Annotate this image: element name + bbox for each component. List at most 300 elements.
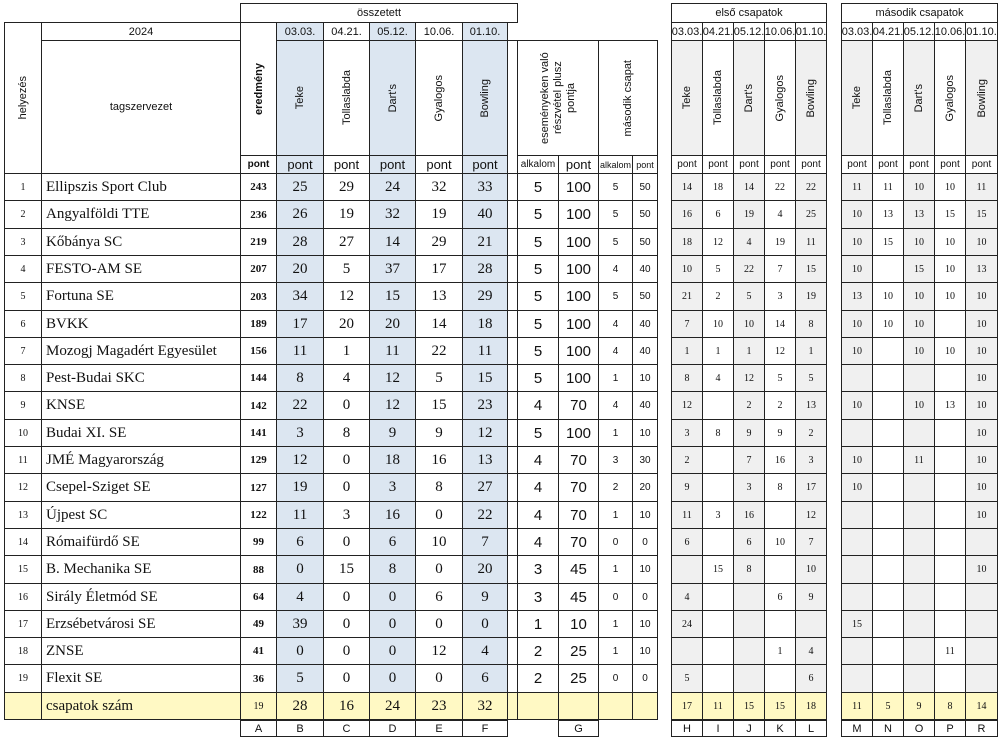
event-score-cell: 23 <box>462 391 508 420</box>
second-team-count-cell: 0 <box>598 583 633 611</box>
unit-label: pont <box>415 155 463 174</box>
participation-count-cell: 5 <box>517 310 559 338</box>
participation-count-cell: 1 <box>517 610 559 638</box>
second-team-score-cell: 13 <box>903 200 935 229</box>
event-score-cell: 19 <box>276 473 324 502</box>
event-score-cell: 13 <box>415 282 463 311</box>
first-event-name-header-cell <box>795 40 827 156</box>
event-score-cell: 8 <box>369 555 416 584</box>
first-team-score-cell: 4 <box>764 200 796 229</box>
total-cell: 141 <box>240 419 277 447</box>
first-event-name-header-cell <box>671 40 703 156</box>
participation-points-cell: 100 <box>558 282 599 311</box>
second-team-score-cell <box>903 364 935 392</box>
group-first-header: első csapatok <box>671 3 827 23</box>
first-team-score-cell: 2 <box>671 446 703 474</box>
second-team-score-cell <box>934 419 966 447</box>
second-team-score-cell <box>872 583 904 611</box>
second-team-count-cell: 5 <box>598 200 633 229</box>
event-score-cell: 5 <box>276 664 324 693</box>
second-event-name-header-cell <box>872 40 904 156</box>
total-cell: 207 <box>240 255 277 283</box>
total-cell: 236 <box>240 200 277 229</box>
first-team-score-cell: 12 <box>702 228 734 256</box>
first-event-name-header: Dart's <box>743 83 755 113</box>
column-letter: G <box>558 720 599 737</box>
second-team-score-cell: 10 <box>903 228 935 256</box>
first-team-score-cell: 7 <box>764 255 796 283</box>
org-name-cell: Budai XI. SE <box>41 419 241 447</box>
participation-count-cell: 5 <box>517 255 559 283</box>
event-name-header: Dart's <box>386 83 399 113</box>
second-team-score-cell <box>934 364 966 392</box>
summary-empty-cell <box>517 692 559 720</box>
org-name-cell: Csepel-Sziget SE <box>41 473 241 502</box>
total-cell: 49 <box>240 610 277 638</box>
rank-cell: 1 <box>4 173 42 201</box>
summary-second-cell: 11 <box>841 692 873 720</box>
first-team-score-cell: 14 <box>733 173 765 201</box>
event-score-cell: 14 <box>369 228 416 256</box>
total-cell: 189 <box>240 310 277 338</box>
first-team-score-cell: 6 <box>764 583 796 611</box>
second-event-date-header: 10.06. <box>934 22 966 41</box>
participation-points-cell: 100 <box>558 337 599 365</box>
first-team-score-cell <box>702 664 734 693</box>
second-team-points-cell: 0 <box>632 664 658 693</box>
second-team-count-cell: 1 <box>598 419 633 447</box>
first-team-score-cell <box>702 391 734 420</box>
second-team-score-cell: 11 <box>934 637 966 665</box>
second-team-score-cell: 10 <box>965 501 998 529</box>
second-team-count-cell: 4 <box>598 391 633 420</box>
column-letter: N <box>872 720 904 737</box>
first-team-score-cell: 12 <box>795 501 827 529</box>
first-team-score-cell: 10 <box>671 255 703 283</box>
second-team-score-cell: 10 <box>903 173 935 201</box>
event-score-cell: 40 <box>462 200 508 229</box>
participation-count-cell: 4 <box>517 473 559 502</box>
event-score-cell: 0 <box>276 637 324 665</box>
event-score-cell: 12 <box>276 446 324 474</box>
event-score-cell: 14 <box>415 310 463 338</box>
unit-label: pont <box>240 155 277 174</box>
org-name-cell: FESTO-AM SE <box>41 255 241 283</box>
second-team-score-cell: 10 <box>965 282 998 311</box>
participation-count-cell: 5 <box>517 364 559 392</box>
column-letter: O <box>903 720 935 737</box>
first-team-score-cell: 24 <box>671 610 703 638</box>
event-score-cell: 29 <box>462 282 508 311</box>
event-name-header: Teke <box>294 86 306 110</box>
summary-second-cell: 9 <box>903 692 935 720</box>
participation-points-cell: 70 <box>558 501 599 529</box>
participation-points-cell: 25 <box>558 664 599 693</box>
unit-count-label: alkalom <box>598 155 633 174</box>
second-team-points-cell: 20 <box>632 473 658 502</box>
participation-points-cell: 100 <box>558 419 599 447</box>
second-team-score-cell <box>934 310 966 338</box>
org-name-cell: B. Mechanika SE <box>41 555 241 584</box>
second-team-count-cell: 4 <box>598 310 633 338</box>
summary-first-cell: 15 <box>764 692 796 720</box>
org-name-cell: Újpest SC <box>41 501 241 529</box>
second-team-score-cell: 10 <box>965 446 998 474</box>
first-team-score-cell: 10 <box>764 528 796 556</box>
second-team-score-cell: 13 <box>934 391 966 420</box>
second-team-score-cell <box>872 664 904 693</box>
unit-label: pont <box>872 155 904 174</box>
first-team-score-cell <box>702 583 734 611</box>
first-team-score-cell: 15 <box>795 255 827 283</box>
first-team-score-cell <box>702 610 734 638</box>
event-score-cell: 6 <box>276 528 324 556</box>
summary-first-cell: 11 <box>702 692 734 720</box>
event-score-cell: 3 <box>323 501 370 529</box>
first-team-score-cell: 14 <box>764 310 796 338</box>
event-score-cell: 0 <box>276 555 324 584</box>
first-team-score-cell: 3 <box>795 446 827 474</box>
second-event-date-header: 03.03. <box>841 22 873 41</box>
first-team-score-cell: 4 <box>795 637 827 665</box>
first-team-score-cell: 7 <box>795 528 827 556</box>
participation-count-cell: 5 <box>517 173 559 201</box>
first-team-score-cell: 10 <box>733 310 765 338</box>
rank-header-cell <box>4 22 42 174</box>
unit-label: pont <box>965 155 998 174</box>
org-name-cell: KNSE <box>41 391 241 420</box>
participation-count-cell: 5 <box>517 228 559 256</box>
second-team-score-cell <box>903 610 935 638</box>
first-team-score-cell: 9 <box>671 473 703 502</box>
second-event-name-header: Teke <box>851 86 863 110</box>
summary-event-cell: 16 <box>323 692 370 720</box>
second-event-name-header-cell <box>934 40 966 156</box>
second-team-score-cell <box>872 528 904 556</box>
second-team-points-cell: 30 <box>632 446 658 474</box>
second-team-score-cell <box>965 528 998 556</box>
unit-count-label: alkalom <box>517 155 559 174</box>
first-team-score-cell: 2 <box>764 391 796 420</box>
second-team-score-cell <box>872 501 904 529</box>
event-score-cell: 15 <box>323 555 370 584</box>
event-score-cell: 20 <box>323 310 370 338</box>
event-score-cell: 28 <box>276 228 324 256</box>
unit-label: pont <box>632 155 658 174</box>
first-team-score-cell: 1 <box>795 337 827 365</box>
participation-count-cell: 4 <box>517 446 559 474</box>
first-team-score-cell: 6 <box>795 664 827 693</box>
second-team-score-cell <box>841 555 873 584</box>
second-team-score-cell: 13 <box>872 200 904 229</box>
event-score-cell: 21 <box>462 228 508 256</box>
second-team-score-cell: 15 <box>934 200 966 229</box>
total-cell: 219 <box>240 228 277 256</box>
event-score-cell: 3 <box>369 473 416 502</box>
event-name-header: Tollaslabda <box>340 70 353 126</box>
summary-event-cell: 24 <box>369 692 416 720</box>
first-team-score-cell <box>671 637 703 665</box>
second-team-points-cell: 50 <box>632 200 658 229</box>
first-event-name-header: Tollaslabda <box>712 70 724 126</box>
column-letter: P <box>934 720 966 737</box>
event-score-cell: 20 <box>462 555 508 584</box>
event-score-cell: 11 <box>369 337 416 365</box>
second-team-points-cell: 40 <box>632 391 658 420</box>
total-cell: 36 <box>240 664 277 693</box>
second-team-score-cell: 10 <box>934 173 966 201</box>
second-team-score-cell: 10 <box>903 310 935 338</box>
rank-cell: 10 <box>4 419 42 447</box>
first-event-date-header: 03.03. <box>671 22 703 41</box>
event-score-cell: 0 <box>323 473 370 502</box>
second-team-count-cell: 0 <box>598 664 633 693</box>
first-team-score-cell: 13 <box>795 391 827 420</box>
second-team-points-cell: 40 <box>632 337 658 365</box>
second-team-score-cell <box>965 583 998 611</box>
total-cell: 127 <box>240 473 277 502</box>
first-team-score-cell: 1 <box>733 337 765 365</box>
org-name-cell: Pest-Budai SKC <box>41 364 241 392</box>
second-team-score-cell <box>934 446 966 474</box>
participation-points-cell: 100 <box>558 364 599 392</box>
first-team-score-cell: 9 <box>764 419 796 447</box>
participation-count-cell: 3 <box>517 583 559 611</box>
event-score-cell: 27 <box>323 228 370 256</box>
event-score-cell: 15 <box>369 282 416 311</box>
participation-count-cell: 4 <box>517 528 559 556</box>
first-team-score-cell: 10 <box>702 310 734 338</box>
column-letter: C <box>323 720 370 737</box>
second-team-score-cell: 10 <box>965 364 998 392</box>
org-name-cell: JMÉ Magyarország <box>41 446 241 474</box>
second-team-score-cell <box>934 528 966 556</box>
event-score-cell: 19 <box>415 200 463 229</box>
second-team-points-cell: 10 <box>632 501 658 529</box>
total-cell: 203 <box>240 282 277 311</box>
second-team-points-cell: 0 <box>632 583 658 611</box>
first-event-date-header: 04.21. <box>702 22 734 41</box>
first-team-score-cell: 4 <box>733 228 765 256</box>
event-name-header-cell <box>415 40 463 156</box>
second-team-score-cell: 11 <box>965 173 998 201</box>
first-team-score-cell <box>702 637 734 665</box>
first-team-score-cell: 22 <box>733 255 765 283</box>
event-score-cell: 0 <box>323 664 370 693</box>
column-letter: F <box>462 720 508 737</box>
first-team-score-cell: 16 <box>764 446 796 474</box>
unit-label: pont <box>702 155 734 174</box>
rank-cell: 16 <box>4 583 42 611</box>
event-score-cell: 0 <box>415 501 463 529</box>
second-team-score-cell: 10 <box>965 473 998 502</box>
participation-count-cell: 3 <box>517 555 559 584</box>
event-score-cell: 10 <box>415 528 463 556</box>
event-score-cell: 4 <box>276 583 324 611</box>
event-score-cell: 6 <box>369 528 416 556</box>
second-team-score-cell: 10 <box>841 255 873 283</box>
second-team-score-cell <box>934 664 966 693</box>
column-letter: I <box>702 720 734 737</box>
event-score-cell: 1 <box>323 337 370 365</box>
event-score-cell: 0 <box>323 391 370 420</box>
second-team-score-cell: 10 <box>934 228 966 256</box>
first-team-score-cell: 8 <box>795 310 827 338</box>
second-team-score-cell: 10 <box>841 200 873 229</box>
second-team-score-cell <box>903 555 935 584</box>
second-team-count-cell: 0 <box>598 528 633 556</box>
second-team-score-cell <box>934 583 966 611</box>
org-name-cell: Angyalföldi TTE <box>41 200 241 229</box>
event-score-cell: 32 <box>369 200 416 229</box>
column-letter: E <box>415 720 463 737</box>
summary-first-cell: 17 <box>671 692 703 720</box>
first-team-score-cell: 6 <box>702 200 734 229</box>
first-team-score-cell <box>671 555 703 584</box>
event-score-cell: 16 <box>369 501 416 529</box>
second-team-count-cell: 5 <box>598 282 633 311</box>
org-name-cell: Kőbánya SC <box>41 228 241 256</box>
total-cell: 41 <box>240 637 277 665</box>
participation-header: eseményeken való részvétel plusz pontja <box>538 52 577 144</box>
second-team-score-cell <box>872 255 904 283</box>
participation-count-cell: 2 <box>517 664 559 693</box>
summary-label: csapatok szám <box>41 692 241 720</box>
org-name-cell: Fortuna SE <box>41 282 241 311</box>
participation-points-cell: 25 <box>558 637 599 665</box>
event-score-cell: 11 <box>276 337 324 365</box>
first-team-score-cell: 7 <box>733 446 765 474</box>
event-score-cell: 13 <box>462 446 508 474</box>
event-score-cell: 3 <box>276 419 324 447</box>
participation-header-cell <box>517 40 599 156</box>
second-event-name-header-cell <box>841 40 873 156</box>
first-team-score-cell <box>764 664 796 693</box>
event-score-cell: 8 <box>276 364 324 392</box>
year-header: 2024 <box>41 22 241 41</box>
rank-cell: 4 <box>4 255 42 283</box>
event-name-header: Gyalogos <box>433 74 445 122</box>
first-event-name-header: Teke <box>681 86 693 110</box>
total-cell: 129 <box>240 446 277 474</box>
participation-points-cell: 70 <box>558 473 599 502</box>
event-score-cell: 20 <box>276 255 324 283</box>
rank-cell: 3 <box>4 228 42 256</box>
event-score-cell: 11 <box>462 337 508 365</box>
total-cell: 99 <box>240 528 277 556</box>
first-event-date-header: 05.12. <box>733 22 765 41</box>
org-name-cell: BVKK <box>41 310 241 338</box>
rank-cell: 12 <box>4 473 42 502</box>
second-team-score-cell: 10 <box>841 310 873 338</box>
unit-label: pont <box>903 155 935 174</box>
event-score-cell: 19 <box>323 200 370 229</box>
first-event-date-header: 01.10. <box>795 22 827 41</box>
unit-label: pont <box>934 155 966 174</box>
first-team-score-cell: 5 <box>764 364 796 392</box>
second-team-score-cell <box>903 419 935 447</box>
participation-points-cell: 45 <box>558 555 599 584</box>
second-team-count-cell: 3 <box>598 446 633 474</box>
event-score-cell: 0 <box>415 610 463 638</box>
rank-cell: 19 <box>4 664 42 693</box>
second-team-score-cell: 15 <box>903 255 935 283</box>
first-team-score-cell <box>702 473 734 502</box>
event-score-cell: 28 <box>462 255 508 283</box>
first-team-score-cell: 16 <box>671 200 703 229</box>
org-name-cell: Ellipszis Sport Club <box>41 173 241 201</box>
event-score-cell: 29 <box>323 173 370 201</box>
total-cell: 144 <box>240 364 277 392</box>
first-team-score-cell <box>702 528 734 556</box>
second-team-score-cell <box>841 664 873 693</box>
second-team-score-cell <box>841 419 873 447</box>
first-team-score-cell: 1 <box>702 337 734 365</box>
first-team-score-cell: 8 <box>702 419 734 447</box>
first-team-score-cell: 12 <box>733 364 765 392</box>
event-name-header-cell <box>462 40 508 156</box>
unit-label: pont <box>733 155 765 174</box>
second-team-score-cell: 15 <box>965 200 998 229</box>
summary-empty-cell <box>632 692 658 720</box>
event-score-cell: 6 <box>415 583 463 611</box>
second-team-score-cell <box>841 501 873 529</box>
summary-second-cell: 8 <box>934 692 966 720</box>
first-team-score-cell: 7 <box>671 310 703 338</box>
event-name-header-cell <box>276 40 324 156</box>
column-letter: H <box>671 720 703 737</box>
first-team-score-cell: 17 <box>795 473 827 502</box>
first-team-score-cell: 5 <box>702 255 734 283</box>
event-score-cell: 8 <box>415 473 463 502</box>
participation-count-cell: 5 <box>517 337 559 365</box>
event-score-cell: 0 <box>369 664 416 693</box>
rank-cell: 8 <box>4 364 42 392</box>
second-team-score-cell <box>872 555 904 584</box>
second-team-score-cell: 15 <box>872 228 904 256</box>
total-cell: 88 <box>240 555 277 584</box>
second-team-count-cell: 4 <box>598 255 633 283</box>
event-date-header: 04.21. <box>323 22 370 41</box>
second-event-name-header: Gyalogos <box>944 74 956 122</box>
event-score-cell: 9 <box>415 419 463 447</box>
second-team-points-cell: 40 <box>632 310 658 338</box>
second-team-points-cell: 10 <box>632 555 658 584</box>
event-score-cell: 34 <box>276 282 324 311</box>
second-team-score-cell: 10 <box>841 446 873 474</box>
unit-label: pont <box>462 155 508 174</box>
first-team-score-cell: 9 <box>795 583 827 611</box>
second-team-count-cell: 5 <box>598 228 633 256</box>
second-team-score-cell <box>903 583 935 611</box>
event-score-cell: 15 <box>415 391 463 420</box>
second-team-points-cell: 10 <box>632 419 658 447</box>
participation-points-cell: 70 <box>558 528 599 556</box>
event-score-cell: 12 <box>369 391 416 420</box>
first-team-score-cell: 19 <box>733 200 765 229</box>
event-score-cell: 12 <box>415 637 463 665</box>
second-team-score-cell: 10 <box>903 337 935 365</box>
second-team-score-cell: 15 <box>841 610 873 638</box>
participation-points-cell: 45 <box>558 583 599 611</box>
first-team-score-cell <box>764 501 796 529</box>
second-team-score-cell <box>872 419 904 447</box>
event-score-cell: 37 <box>369 255 416 283</box>
second-team-score-cell: 10 <box>872 310 904 338</box>
first-team-score-cell <box>764 610 796 638</box>
second-team-count-cell: 1 <box>598 637 633 665</box>
event-score-cell: 24 <box>369 173 416 201</box>
